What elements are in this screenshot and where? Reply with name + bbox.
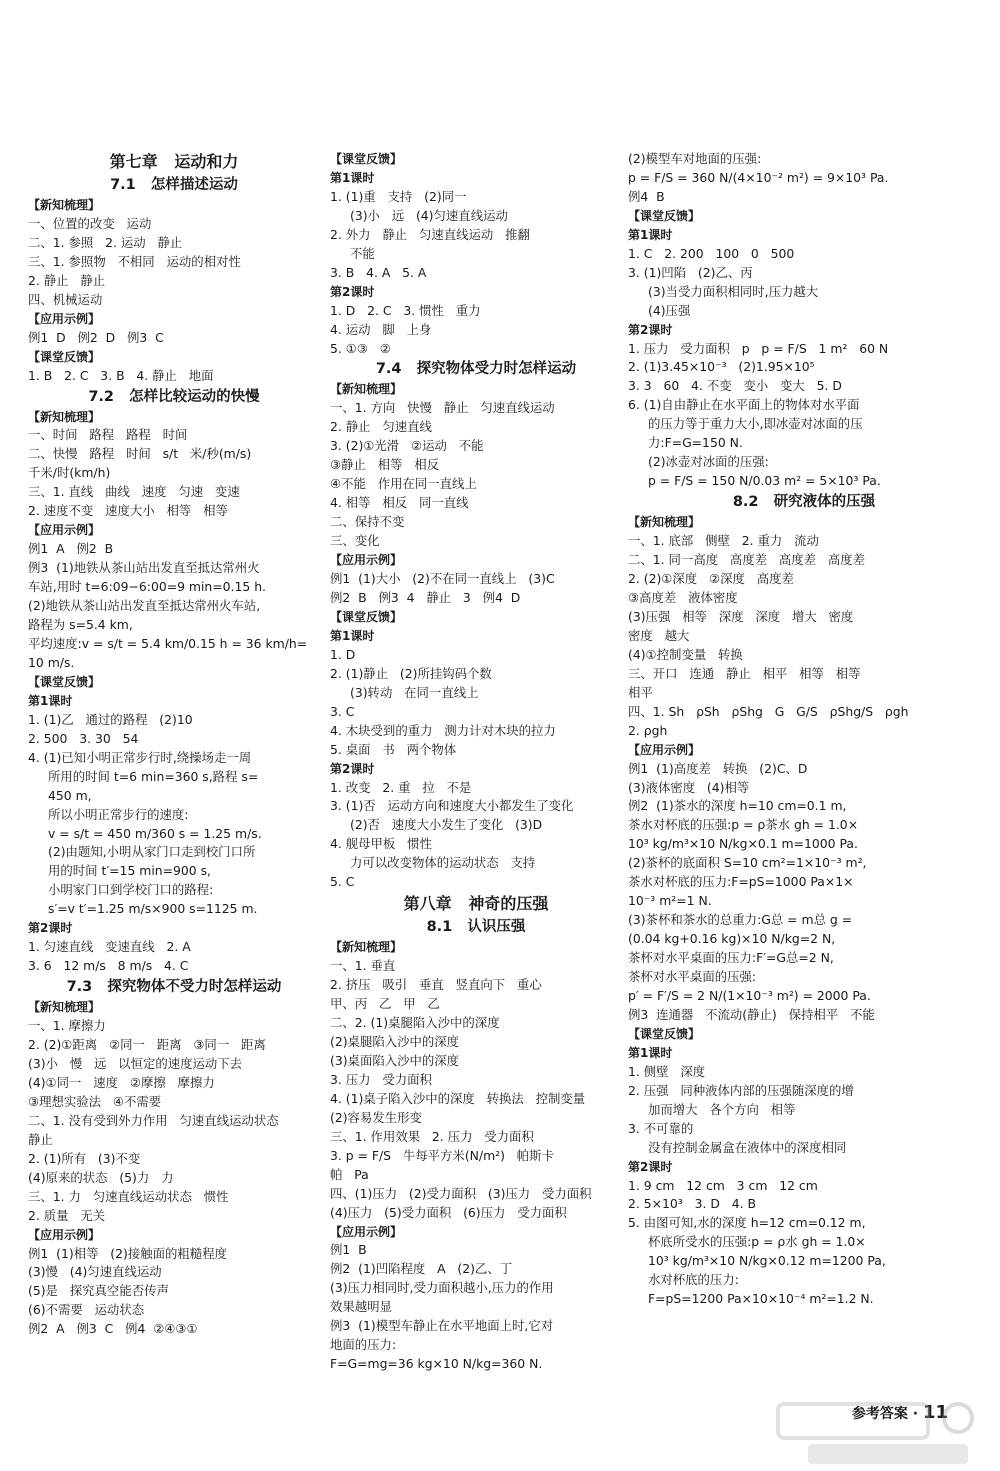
answer-line: ③高度差 液体密度 xyxy=(628,589,738,605)
subsection-label: 【新知梳理】 xyxy=(628,515,701,530)
answer-line: 力可以改变物体的运动状态 支持 xyxy=(350,855,536,871)
subsection-label: 第1课时 xyxy=(628,227,673,242)
answer-line: 450 m, xyxy=(48,787,92,803)
answer-line: 茶杯对水平桌面的压强: xyxy=(628,969,757,985)
answer-line: (2)否 速度大小发生了变化 (3)D xyxy=(350,817,543,833)
answer-line: 一、1. 摩擦力 xyxy=(28,1018,106,1034)
answer-line: 用的时间 t′=15 min=900 s, xyxy=(48,863,211,879)
answer-line: 例1 D 例2 D 例3 C xyxy=(28,329,164,345)
answer-line: 密度 越大 xyxy=(628,627,690,643)
answer-line: 三、1. 作用效果 2. 压力 受力面积 xyxy=(330,1128,534,1144)
subsection-label: 第2课时 xyxy=(628,1159,673,1174)
subsection-label: 【应用示例】 xyxy=(330,1224,403,1239)
answer-line: (4)压力 (5)受力面积 (6)压力 受力面积 xyxy=(330,1204,567,1220)
answer-line: 例3 (1)模型车静止在水平地面上时,它对 xyxy=(330,1318,554,1334)
answer-line: 1. 侧壁 深度 xyxy=(628,1063,706,1079)
subsection-label: 【新知梳理】 xyxy=(28,409,101,424)
answer-line: s′=v t′=1.25 m/s×900 s=1125 m. xyxy=(48,901,258,917)
subsection-label: 【课堂反馈】 xyxy=(330,152,403,166)
answer-line: 4. (1)桌子陷入沙中的深度 转换法 控制变量 xyxy=(330,1090,586,1106)
answer-line: 2. 5×10³ 3. D 4. B xyxy=(628,1196,756,1212)
answer-line: 三、变化 xyxy=(330,533,380,549)
answer-line: ③静止 相等 相反 xyxy=(330,457,440,473)
section-heading: 8.1 认识压强 xyxy=(426,919,526,936)
answer-line: 4. 运动 脚 上身 xyxy=(330,321,432,337)
answer-line: 例2 A 例3 C 例4 ②④③① xyxy=(28,1321,198,1337)
answer-line: 路程为 s=5.4 km, xyxy=(28,617,133,633)
answer-line: 三、1. 力 匀速直线运动状态 惯性 xyxy=(28,1188,229,1204)
answer-line: 的压力等于重力大小,即冰壶对冰面的压 xyxy=(648,416,863,432)
footer-label: 参考答案 xyxy=(851,1406,908,1422)
answer-line: (2)冰壶对冰面的压强: xyxy=(648,454,769,470)
answer-line: (3)桌面陷入沙中的深度 xyxy=(330,1052,460,1068)
answer-line: 例1 (1)大小 (2)不在同一直线上 (3)C xyxy=(330,571,555,587)
answer-line: 5. C xyxy=(330,874,355,890)
answer-line: 2. 静止 匀速直线 xyxy=(330,419,432,435)
answer-line: 例1 (1)相等 (2)接触面的粗糙程度 xyxy=(28,1245,227,1261)
answer-line: 一、时间 路程 路程 时间 xyxy=(28,427,188,443)
answer-line: 3. 不可靠的 xyxy=(628,1120,694,1136)
answer-line: (3)压力相同时,受力面积越小,压力的作用 xyxy=(330,1280,554,1296)
answer-line: ④不能 作用在同一直线上 xyxy=(330,476,477,492)
answer-line: 加而增大 各个方向 相等 xyxy=(648,1101,796,1117)
answer-line: 3. (1)凹陷 (2)乙、丙 xyxy=(628,264,753,280)
answer-line: p = F/S = 150 N/0.03 m² = 5×10³ Pa. xyxy=(648,473,881,489)
answer-line: 3. 3 60 4. 不变 变小 变大 5. D xyxy=(628,378,842,394)
answer-line: (2)由题知,小明从家门口走到校门口所 xyxy=(48,844,256,860)
answer-line: (3)小 远 (4)匀速直线运动 xyxy=(350,207,508,223)
answer-line: 一、1. 底部 侧壁 2. 重力 流动 xyxy=(628,533,819,549)
answer-line: 例4 B xyxy=(628,188,665,204)
answer-line: 杯底所受水的压强:p = ρ水 gh = 1.0× xyxy=(648,1234,866,1250)
answer-line: 二、保持不变 xyxy=(330,514,405,530)
subsection-label: 【应用示例】 xyxy=(28,1227,101,1242)
answer-line: 二、1. 同一高度 高度差 高度差 高度差 xyxy=(628,552,866,568)
answer-line: 例2 (1)茶水的深度 h=10 cm=0.1 m, xyxy=(628,798,847,814)
answer-line: 例2 (1)凹陷程度 A (2)乙、丁 xyxy=(330,1261,513,1277)
answer-line: 2. 500 3. 30 54 xyxy=(28,730,139,746)
answer-line: 小明家门口到学校门口的路程: xyxy=(48,882,214,898)
answer-line: 三、开口 连通 静止 相平 相等 相等 xyxy=(628,665,861,681)
answer-line: v = s/t = 450 m/360 s = 1.25 m/s. xyxy=(48,825,262,841)
answer-line: 帕 Pa xyxy=(330,1166,369,1182)
answer-line: 不能 xyxy=(350,245,375,261)
answer-line: 千米/时(km/h) xyxy=(28,465,111,481)
answer-line: (3)液体密度 (4)相等 xyxy=(628,779,750,795)
subsection-label: 第1课时 xyxy=(28,693,73,708)
answer-line: 没有控制金属盒在液体中的深度相同 xyxy=(648,1139,847,1155)
answer-line: 2. ρgh xyxy=(628,722,668,738)
subsection-label: 【新知梳理】 xyxy=(330,382,403,397)
answer-line: 一、1. 方向 快慢 静止 匀速直线运动 xyxy=(330,400,555,416)
answer-line: (4)①控制变量 转换 xyxy=(628,646,743,662)
answer-line: 一、1. 垂直 xyxy=(330,958,396,974)
answer-line: 三、1. 参照物 不相同 运动的相对性 xyxy=(28,253,241,269)
subsection-label: 【应用示例】 xyxy=(28,523,101,538)
answer-line: 二、1. 参照 2. 运动 静止 xyxy=(28,234,183,250)
subsection-label: 第2课时 xyxy=(628,322,673,337)
answer-line: 3. (2)①光滑 ②运动 不能 xyxy=(330,438,484,454)
watermark-logo xyxy=(768,1398,978,1468)
answer-line: 地面的压力: xyxy=(330,1337,397,1353)
answer-line: 2. 质量 无关 xyxy=(28,1207,106,1223)
answer-line: 例1 A 例2 B xyxy=(28,541,114,557)
answer-line: 10³ kg/m³×10 N/kg×0.12 m=1200 Pa, xyxy=(648,1253,886,1269)
answer-line: 四、(1)压力 (2)受力面积 (3)压力 受力面积 xyxy=(330,1185,592,1201)
answer-line: 二、2. (1)桌腿陷入沙中的深度 xyxy=(330,1015,500,1031)
answer-line: (3)慢 (4)匀速直线运动 xyxy=(28,1264,162,1280)
answer-line: 3. C xyxy=(330,703,355,719)
section-heading: 8.2 研究液体的压强 xyxy=(732,494,876,511)
subsection-label: 【课堂反馈】 xyxy=(628,1026,701,1041)
answer-line: 相平 xyxy=(628,684,653,700)
answer-line: p = F/S = 360 N/(4×10⁻² m²) = 9×10³ Pa. xyxy=(628,169,889,185)
footer-separator: · xyxy=(912,1406,919,1422)
answer-line: 例3 (1)地铁从茶山站出发直至抵达常州火 xyxy=(28,560,260,576)
answer-line: 2. 速度不变 速度大小 相等 相等 xyxy=(28,503,228,519)
answer-line: 1. B 2. C 3. B 4. 静止 地面 xyxy=(28,367,214,383)
subsection-label: 第2课时 xyxy=(28,921,73,936)
subsection-label: 【应用示例】 xyxy=(330,553,403,568)
answer-line: (4)压强 xyxy=(648,302,691,318)
section-heading: 7.1 怎样描述运动 xyxy=(110,177,238,193)
answer-line: 1. D 2. C 3. 惯性 重力 xyxy=(330,302,481,318)
answer-line: 例1 B xyxy=(330,1242,367,1258)
answer-line: (5)是 探究真空能否传声 xyxy=(28,1283,169,1299)
answer-line: 力:F=G=150 N. xyxy=(648,435,743,451)
answer-line: 2. 静止 静止 xyxy=(28,272,106,288)
subsection-label: 【新知梳理】 xyxy=(330,940,403,955)
answer-line: 二、1. 没有受到外力作用 匀速直线运动状态 xyxy=(28,1112,279,1128)
answer-line: 1. 9 cm 12 cm 3 cm 12 cm xyxy=(628,1177,818,1193)
answer-line: 2. (2)①距离 ②同一 距离 ③同一 距离 xyxy=(28,1037,266,1053)
answer-line: 四、机械运动 xyxy=(28,291,103,307)
answer-line: (4)原来的状态 (5)力 力 xyxy=(28,1169,174,1185)
answer-line: (3)压强 相等 深度 深度 增大 密度 xyxy=(628,608,854,624)
answer-line: 3. (1)否 运动方向和速度大小都发生了变化 xyxy=(330,798,574,814)
answer-line: 2. (1)3.45×10⁻³ (2)1.95×10⁵ xyxy=(628,359,815,375)
answer-line: 茶水对杯底的压强:p = ρ茶水 gh = 1.0× xyxy=(628,817,859,833)
answer-line: 所以小明正常步行的速度: xyxy=(48,806,189,822)
subsection-label: 【课堂反馈】 xyxy=(28,674,101,689)
answer-line: 例2 B 例3 4 静止 3 例4 D xyxy=(330,589,521,605)
answer-line: ③理想实验法 ④不需要 xyxy=(28,1093,162,1109)
answer-line: 6. (1)自由静止在水平面上的物体对水平面 xyxy=(628,397,860,413)
answer-line: 1. (1)重 支持 (2)同一 xyxy=(330,188,467,204)
answer-line: 5. 由图可知,水的深度 h=12 cm=0.12 m, xyxy=(628,1215,866,1231)
answer-line: 10⁻³ m²=1 N. xyxy=(628,893,712,909)
section-heading: 7.4 探究物体受力时怎样运动 xyxy=(375,361,577,378)
answer-line: 四、1. Sh ρSh ρShg G G/S ρShg/S ρgh xyxy=(628,703,909,719)
subsection-label: 第1课时 xyxy=(628,1045,673,1060)
answer-line: 5. ①③ ② xyxy=(330,340,391,356)
answer-line: F=pS=1200 Pa×10×10⁻⁴ m²=1.2 N. xyxy=(648,1291,874,1307)
subsection-label: 第1课时 xyxy=(330,170,375,185)
subsection-label: 【应用示例】 xyxy=(628,742,701,757)
answer-line: (6)不需要 运动状态 xyxy=(28,1302,145,1318)
answer-line: 例1 (1)高度差 转换 (2)C、D xyxy=(628,760,808,776)
subsection-label: 【课堂反馈】 xyxy=(628,208,701,223)
answer-line: 3. 6 12 m/s 8 m/s 4. C xyxy=(28,958,189,974)
answer-line: (3)茶杯和茶水的总重力:G总 = m总 g = xyxy=(628,912,853,928)
answer-line: 2. (1)所有 (3)不变 xyxy=(28,1150,141,1166)
answer-line: F=G=mg=36 kg×10 N/kg=360 N. xyxy=(330,1356,543,1372)
subsection-label: 【应用示例】 xyxy=(28,311,101,326)
answer-line: (2)茶杯的底面积 S=10 cm²=1×10⁻³ m², xyxy=(628,855,867,871)
answer-line: 2. (1)静止 (2)所挂钩码个数 xyxy=(330,665,492,681)
subsection-label: 【课堂反馈】 xyxy=(330,609,403,624)
answer-line: 车站,用时 t=6:09−6:00=9 min=0.15 h. xyxy=(28,579,266,595)
answer-line: 平均速度:v = s/t = 5.4 km/0.15 h = 36 km/h= xyxy=(28,635,308,651)
answer-line: 3. 压力 受力面积 xyxy=(330,1071,432,1087)
subsection-label: 第2课时 xyxy=(330,761,375,776)
subsection-label: 【新知梳理】 xyxy=(28,198,101,212)
answer-line: 2. 外力 静止 匀速直线运动 推翻 xyxy=(330,226,530,242)
answer-line: 效果越明显 xyxy=(330,1299,392,1315)
answer-line: (2)模型车对地面的压强: xyxy=(628,151,762,166)
chapter-heading: 第八章 神奇的压强 xyxy=(403,894,549,914)
answer-line: 10 m/s. xyxy=(28,654,75,670)
section-heading: 7.3 探究物体不受力时怎样运动 xyxy=(66,979,282,996)
answer-line: (2)桌腿陷入沙中的深度 xyxy=(330,1033,460,1049)
section-heading: 7.2 怎样比较运动的快慢 xyxy=(88,388,260,405)
answer-line: (0.04 kg+0.16 kg)×10 N/kg=2 N, xyxy=(628,931,836,947)
answer-line: 水对杯底的压力: xyxy=(648,1272,739,1288)
answer-line: 2. (2)①深度 ②深度 高度差 xyxy=(628,571,794,587)
answer-line: 10³ kg/m³×10 N/kg×0.1 m=1000 Pa. xyxy=(628,836,858,852)
answer-line: (3)转动 在同一直线上 xyxy=(350,684,479,700)
answer-line: 3. B 4. A 5. A xyxy=(330,264,427,280)
subsection-label: 【课堂反馈】 xyxy=(28,349,101,364)
answer-line: (2)容易发生形变 xyxy=(330,1109,422,1125)
answer-column-middle xyxy=(330,150,622,1374)
chapter-heading: 第七章 运动和力 xyxy=(109,152,239,171)
subsection-label: 【新知梳理】 xyxy=(28,1000,101,1015)
answer-line: 所用的时间 t=6 min=360 s,路程 s= xyxy=(48,768,259,784)
subsection-label: 第2课时 xyxy=(330,284,375,299)
answer-line: 2. 压强 同种液体内部的压强随深度的增 xyxy=(628,1082,854,1098)
answer-line: 1. (1)乙 通过的路程 (2)10 xyxy=(28,711,193,727)
answer-line: 1. 匀速直线 变速直线 2. A xyxy=(28,939,191,955)
answer-line: 4. 舰母甲板 惯性 xyxy=(330,836,432,852)
subsection-label: 第1课时 xyxy=(330,628,375,643)
answer-line: 1. 改变 2. 重 拉 不是 xyxy=(330,779,472,795)
answer-line: 茶杯对水平桌面的压力:F′=G总=2 N, xyxy=(628,950,834,966)
answer-line: 甲、丙 乙 甲 乙 xyxy=(330,996,440,1012)
answer-line: 1. 压力 受力面积 p p = F/S 1 m² 60 N xyxy=(628,340,889,356)
answer-line: 茶水对杯底的压力:F=pS=1000 Pa×1× xyxy=(628,874,854,890)
answer-line: 二、快慢 路程 时间 s/t 米/秒(m/s) xyxy=(28,446,252,462)
answer-line: 3. p = F/S 牛每平方米(N/m²) 帕斯卡 xyxy=(330,1147,554,1163)
answer-line: 1. C 2. 200 100 0 500 xyxy=(628,245,795,261)
answer-line: 静止 xyxy=(28,1131,53,1147)
answer-column-right xyxy=(628,150,980,1309)
answer-line: (4)①同一 速度 ②摩擦 摩擦力 xyxy=(28,1074,215,1090)
page-number: 11 xyxy=(922,1402,948,1423)
answer-line: (2)地铁从茶山站出发直至抵达常州火车站, xyxy=(28,598,261,614)
answer-line: 1. D xyxy=(330,646,356,662)
answer-line: 一、位置的改变 运动 xyxy=(28,215,152,231)
answer-line: 5. 桌面 书 两个物体 xyxy=(330,741,457,757)
answer-line: p′ = F′/S = 2 N/(1×10⁻³ m²) = 2000 Pa. xyxy=(628,987,871,1003)
answer-line: 三、1. 直线 曲线 速度 匀速 变速 xyxy=(28,484,240,500)
answer-line: 例3 连通器 不流动(静止) 保持相平 不能 xyxy=(628,1006,875,1022)
answer-line: (3)当受力面积相同时,压力越大 xyxy=(648,283,819,299)
answer-line: (3)小 慢 远 以恒定的速度运动下去 xyxy=(28,1055,243,1071)
answer-line: 4. (1)已知小明正常步行时,绕操场走一周 xyxy=(28,749,252,765)
answer-line: 2. 挤压 吸引 垂直 竖直向下 重心 xyxy=(330,977,542,993)
answer-line: 4. 相等 相反 同一直线 xyxy=(330,495,469,511)
answer-column-left xyxy=(28,150,320,1339)
answer-line: 4. 木块受到的重力 测力计对木块的拉力 xyxy=(330,722,556,738)
